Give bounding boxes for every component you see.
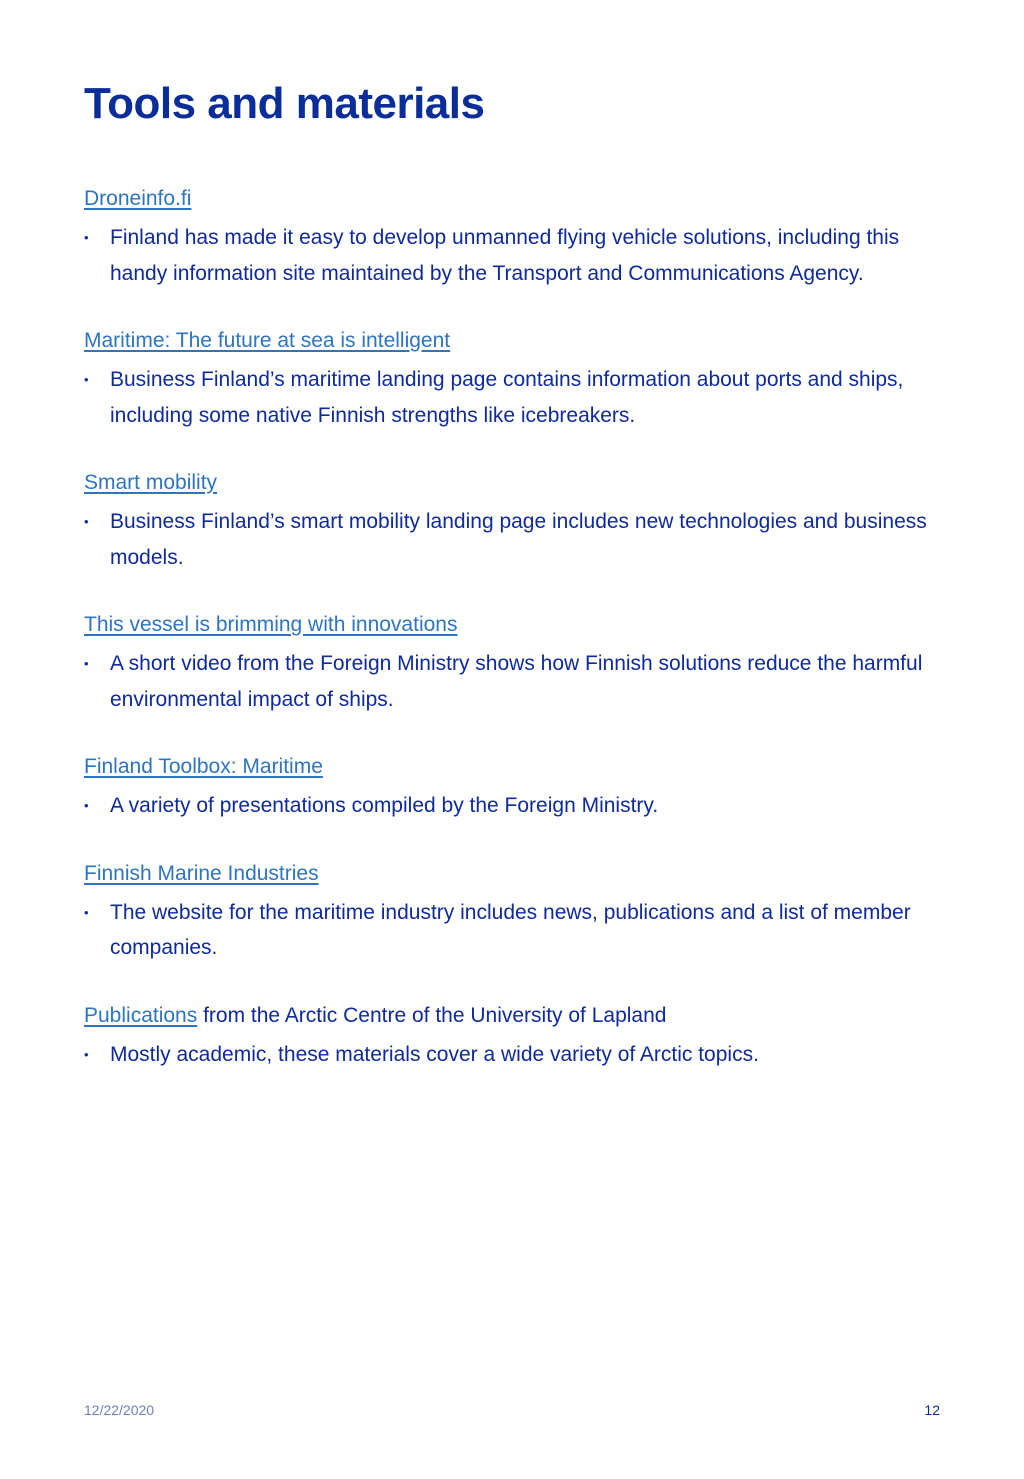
bullet-icon: • xyxy=(84,514,89,529)
resource-item xyxy=(84,752,944,824)
resource-item xyxy=(84,610,944,717)
bullet-icon: • xyxy=(84,372,89,387)
resource-item xyxy=(84,468,944,575)
resource-heading-suffix: from the Arctic Centre of the University of Lapland xyxy=(197,1003,667,1027)
bullet-icon: • xyxy=(84,798,89,813)
publications-link[interactable]: Publications xyxy=(84,1003,198,1027)
resource-description-text: Business Finland’s smart mobility landing page includes new technologies and business models. xyxy=(110,510,927,569)
resource-item xyxy=(84,1001,944,1073)
finland-toolbox-link[interactable]: Finland Toolbox: Maritime xyxy=(84,755,323,778)
page-title: Tools and materials xyxy=(84,79,485,128)
resource-description xyxy=(84,646,944,717)
resource-description xyxy=(84,788,944,824)
resource-heading xyxy=(84,326,944,356)
resource-item xyxy=(84,184,944,291)
resource-item xyxy=(84,326,944,433)
resource-heading xyxy=(84,752,944,782)
resource-description xyxy=(84,362,944,433)
resource-heading xyxy=(84,610,944,640)
resource-heading xyxy=(84,468,944,498)
footer-date: 12/22/2020 xyxy=(84,1402,155,1418)
bullet-icon: • xyxy=(84,1046,89,1062)
resource-description-text: Finland has made it easy to develop unmanned flying vehicle solutions, including this handy information site maintained by the Transport and Communications Agency. xyxy=(110,226,900,285)
smart-mobility-link[interactable]: Smart mobility xyxy=(84,471,218,494)
vessel-innovations-link[interactable]: This vessel is brimming with innovations xyxy=(84,613,458,636)
page-number: 12 xyxy=(924,1402,940,1418)
resource-description-text: Mostly academic, these materials cover a wide variety of Arctic topics. xyxy=(110,1042,759,1066)
maritime-link[interactable]: Maritime: The future at sea is intelligent xyxy=(84,329,451,352)
resource-description xyxy=(84,504,944,575)
finnish-marine-industries-link[interactable]: Finnish Marine Industries xyxy=(84,861,319,885)
resource-heading xyxy=(84,859,944,889)
resource-description-text: A short video from the Foreign Ministry shows how Finnish solutions reduce the harmful environmental impact of ships. xyxy=(110,652,923,711)
bullet-icon: • xyxy=(84,904,89,920)
resource-heading xyxy=(84,1001,944,1031)
bullet-icon: • xyxy=(84,230,89,245)
resource-description xyxy=(84,1037,944,1073)
resource-description xyxy=(84,220,944,291)
resource-item xyxy=(84,859,944,966)
resource-description-text: A variety of presentations compiled by the Foreign Ministry. xyxy=(110,794,659,817)
bullet-icon: • xyxy=(84,656,89,671)
resource-description xyxy=(84,895,944,966)
resource-list xyxy=(84,184,944,1107)
resource-heading xyxy=(84,184,944,214)
resource-description-text: Business Finland’s maritime landing page contains information about ports and ships, including some native Finnish strengths like icebreakers. xyxy=(110,368,904,427)
resource-description-text: The website for the maritime industry includes news, publications and a list of member companies. xyxy=(110,900,911,959)
droneinfo-link[interactable]: Droneinfo.fi xyxy=(84,187,192,210)
